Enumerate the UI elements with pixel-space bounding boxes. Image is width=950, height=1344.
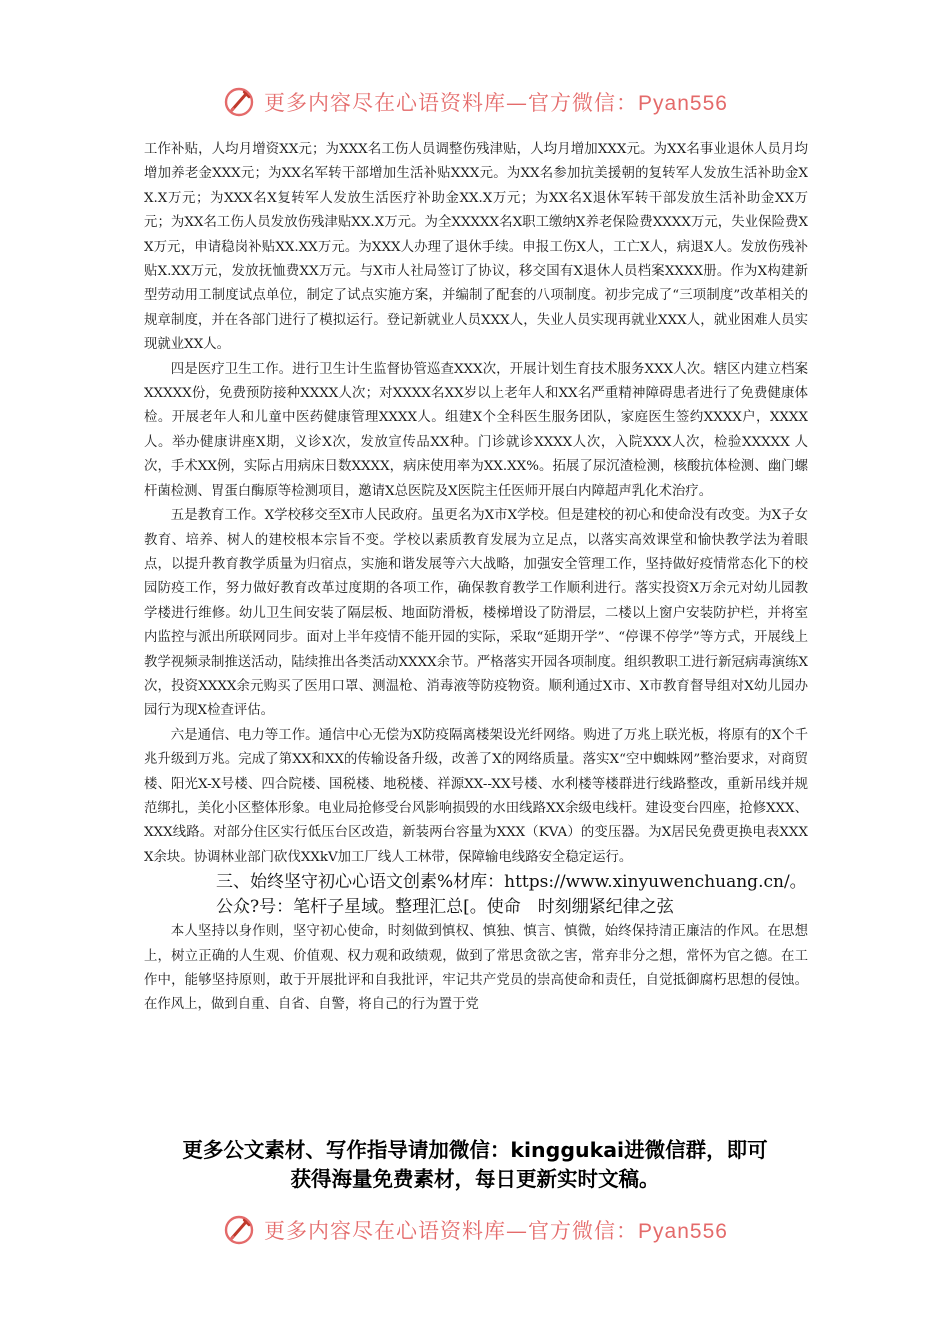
paragraph-education: 五是教育工作。X学校移交至X市人民政府。虽更名为X市X学校。但是建校的初心和使命没有改变。为X子女教育、培养、树人的建校根本宗旨不变。学校以素质教育发展为立足点，以落实高效课堂和愉快教学法为着眼点，以提升教育教学质量为归宿点，实施和谐发展等六大战略，加强安全管理工作，坚持做好疫情常态化下的校园防疫工作，努力做好教育改革过度期的各项工作，确保教育教学工作顺利进行。落实投资X万余元对幼儿园教学楼进行维修。幼儿卫生间安装了隔层板、地面防滑板，楼梯增设了防滑层，二楼以上窗户安装防护栏，并将室内监控与派出所联网同步。面对上半年疫情不能开园的实际，采取“延期开学”、“停课不停学”等方式，开展线上教学视频录制推送活动，陆续推出各类活动XXXX余节。严格落实开园各项制度。组织教职工进行新冠病毒演练X次，投资XXXX余元购买了医用口罩、测温枪、消毒液等防疫物资。顺利通过X市、X市教育督导组对X幼儿园办园行为现X检查评估。 [144,508,808,719]
header-banner [0,80,950,124]
section-heading: 三、始终坚守初心心语文创素%材库：https://www.xinyuwenchuang.cn/。公众?号：笔杆子星域。整理汇总[。使命 时刻绷紧纪律之弦 [216,872,807,918]
paragraph-medical: 四是医疗卫生工作。进行卫生计生监督协管巡查XXX次，开展计划生育技术服务XXX人次。辖区内建立档案XXXXX份，免费预防接种XXXX人次；对XXXX名XX岁以上老年人和XX名严重精神障碍患者进行了免费健康体检。开展老年人和儿童中医药健康管理XXXX人。组建X个全科医生服务团队，家庭医生签约XXXX户，XXXX人。举办健康讲座X期，义诊X次，发放宣传品XX种。门诊就诊XXXX人次，入院XXX人次，检验XXXXX 人次，手术XX例，实际占用病床日数XXXX，病床使用率为XX.XX%。拓展了尿沉渣检测，核酸抗体检测、幽门螺杆菌检测、胃蛋白酶原等检测项目，邀请X总医院及X医院主任医师开展白内障超声乳化术治疗。 [144,361,808,499]
banner-text-cn: 更多内容尽在心语资料库—官方微信： [264,1219,639,1243]
paragraph-discipline: 本人坚持以身作则，坚守初心使命，时刻做到慎权、慎独、慎言、慎微，始终保持清正廉洁的作风。在思想上，树立正确的人生观、价值观、权力观和政绩观，做到了常思贪欲之害，常弃非分之想，常怀为官之德。在工作中，能够坚持原则，敢于开展批评和自我批评，牢记共产党员的崇高使命和责任，自觉抵御腐朽思想的侵蚀。在作风上，做到自重、自省、自警，将自己的行为置于党 [144,924,808,1013]
promo-line-2: 获得海量免费素材，每日更新实时文稿。 [290,1167,660,1191]
document-body [144,138,808,1018]
banner-text [264,1215,728,1245]
banner-text [264,87,728,117]
promo-notice [120,1136,830,1194]
pen-circle-logo-icon [222,1213,256,1247]
banner-wechat-id: Pyan556 [638,92,728,115]
paragraph-telecom-power: 六是通信、电力等工作。通信中心无偿为X防疫隔离楼架设光纤网络。购进了万兆上联光板，将原有的X个千兆升级到万兆。完成了第XX和XX的传输设备升级，改善了X的网络质量。落实X“空中蜘蛛网”整治要求，对商贸楼、阳光X-X号楼、四合院楼、国税楼、地税楼、祥源XX--XX号楼、水利楼等楼群进行线路整改，重新吊线并规范绑扎，美化小区整体形象。电业局抢修受台风影响损毁的水田线路XX余级电线杆。建设变台四座，抢修XXX、XXX线路。对部分住区实行低压台区改造，新装两台容量为XXX（KVA）的变压器。为X居民免费更换电表XXXX余块。协调林业部门砍伐XXkV加工厂线人工林带，保障输电线路安全稳定运行。 [144,727,808,865]
banner-text-cn: 更多内容尽在心语资料库—官方微信： [264,91,639,115]
footer-banner [0,1208,950,1252]
promo-line-1: 更多公文素材、写作指导请加微信：kinggukai进微信群，即可 [182,1138,768,1162]
banner-wechat-id: Pyan556 [638,1220,728,1243]
pen-circle-logo-icon [222,85,256,119]
paragraph-social-security: 工作补贴，人均月增资XX元；为XXX名工伤人员调整伤残津贴，人均月增加XXX元。为XX名事业退休人员月均增加养老金XXX元；为XX名军转干部增加生活补贴XXX元。为XX名参加抗美援朝的复转军人发放生活补助金XX.X万元；为XXX名X复转军人发放生活医疗补助金XX.X万元；为XX名X退休军转干部发放生活补助金XX万元；为XX名工伤人员发放伤残津贴XX.X万元。为全XXXXX名X职工缴纳X养老保险费XXXX万元，失业保险费XX万元，申请稳岗补贴XX.XX万元。为XXX人办理了退休手续。申报工伤X人，工亡X人，病退X人。发放伤残补贴X.XX万元，发放抚恤费XX万元。与X市人社局签订了协议，移交国有X退休人员档案XXXX册。作为X构建新型劳动用工制度试点单位，制定了试点实施方案，并编制了配套的八项制度。初步完成了“三项制度”改革相关的规章制度，并在各部门进行了模拟运行。登记新就业人员XXX人，失业人员实现再就业XXX人，就业困难人员实现就业XX人。 [144,142,808,353]
